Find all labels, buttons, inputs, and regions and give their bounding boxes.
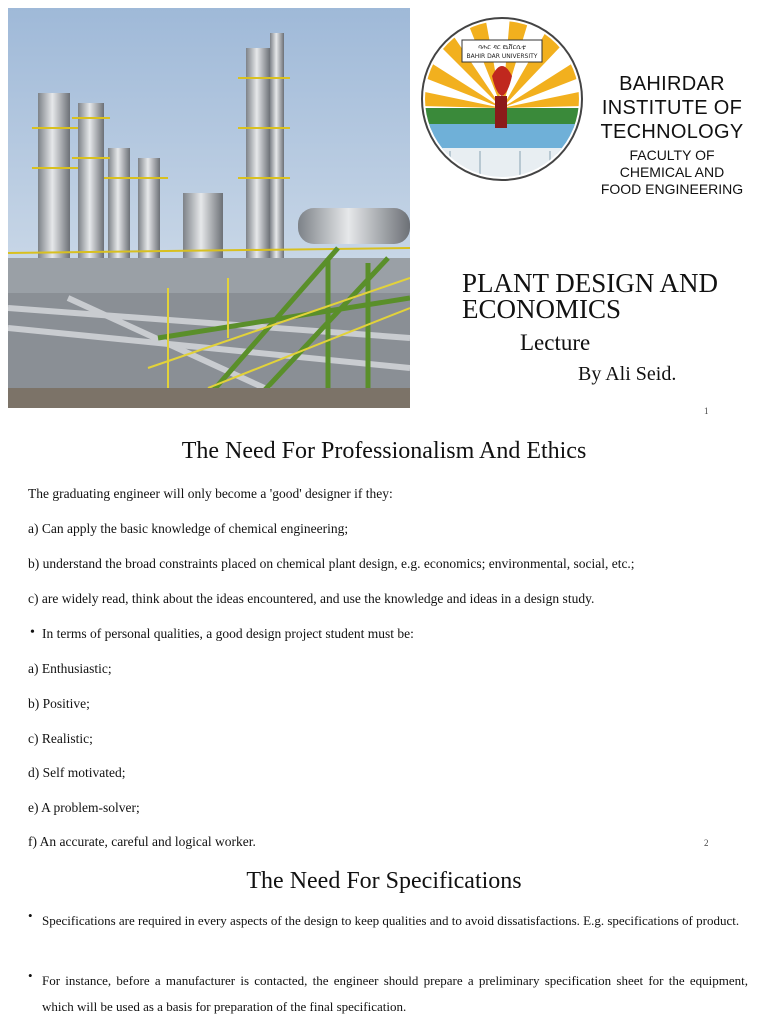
institute-name (588, 72, 756, 198)
quality-item: e) A problem-solver; (28, 800, 140, 815)
list-item: c) are widely read, think about the ideas encountered, and use the knowledge and ideas in a design study. (28, 591, 595, 606)
quality-item: f) An accurate, careful and logical worker. (28, 834, 256, 849)
bullet-marker: • (28, 908, 33, 923)
professionalism-slide (0, 420, 768, 858)
quality-item: b) Positive; (28, 696, 90, 711)
course-title-line: PLANT DESIGN AND (462, 268, 719, 298)
list-item: b) understand the broad constraints placed on chemical plant design, e.g. economics; environmental, social, etc.; (28, 556, 635, 571)
quality-item: d) Self motivated; (28, 765, 126, 780)
author-name: By Ali Seid. (578, 363, 677, 385)
refinery-photo (8, 8, 410, 408)
page-number: 1 (704, 406, 709, 416)
course-title-line: ECONOMICS (462, 294, 622, 324)
faculty-line: FOOD ENGINEERING (600, 181, 744, 197)
quality-item: c) Realistic; (28, 731, 93, 746)
bullet-marker: • (30, 625, 35, 640)
bullet-text: In terms of personal qualities, a good design project student must be: (42, 626, 414, 641)
intro-text: The graduating engineer will only become a 'good' designer if they: (28, 486, 393, 501)
specifications-slide (0, 858, 768, 1024)
page-number: 2 (704, 838, 709, 848)
faculty-line: CHEMICAL AND (619, 164, 725, 180)
spec-bullet-text: Specifications are required in every aspects of the design to keep qualities and to avoid dissatisfactions. E.g. specifications of product. (42, 913, 740, 928)
slide-title: The Need For Professionalism And Ethics (181, 438, 587, 464)
svg-text:ባሕር ዳር ዩኒቨርሲቲ: ባሕር ዳር ዩኒቨርሲቲ (478, 43, 526, 51)
lecture-label: Lecture (520, 330, 591, 355)
institute-line: INSTITUTE OF (601, 97, 743, 119)
institute-line: BAHIRDAR (619, 73, 725, 95)
course-title (462, 270, 762, 322)
list-item: a) Can apply the basic knowledge of chemical engineering; (28, 521, 349, 536)
title-slide (0, 0, 768, 418)
institute-line: TECHNOLOGY (600, 121, 744, 143)
spec-bullet-text: For instance, before a manufacturer is contacted, the engineer should prepare a preliminary specification sheet for the equipment, which will be used as a basis for preparation of the final specification. (42, 973, 748, 1014)
bullet-marker: • (28, 968, 33, 983)
slide-title: The Need For Specifications (246, 868, 522, 894)
university-logo (420, 16, 584, 182)
quality-item: a) Enthusiastic; (28, 661, 112, 676)
svg-text:BAHIR DAR UNIVERSITY: BAHIR DAR UNIVERSITY (466, 53, 538, 60)
faculty-line: FACULTY OF (629, 147, 715, 163)
